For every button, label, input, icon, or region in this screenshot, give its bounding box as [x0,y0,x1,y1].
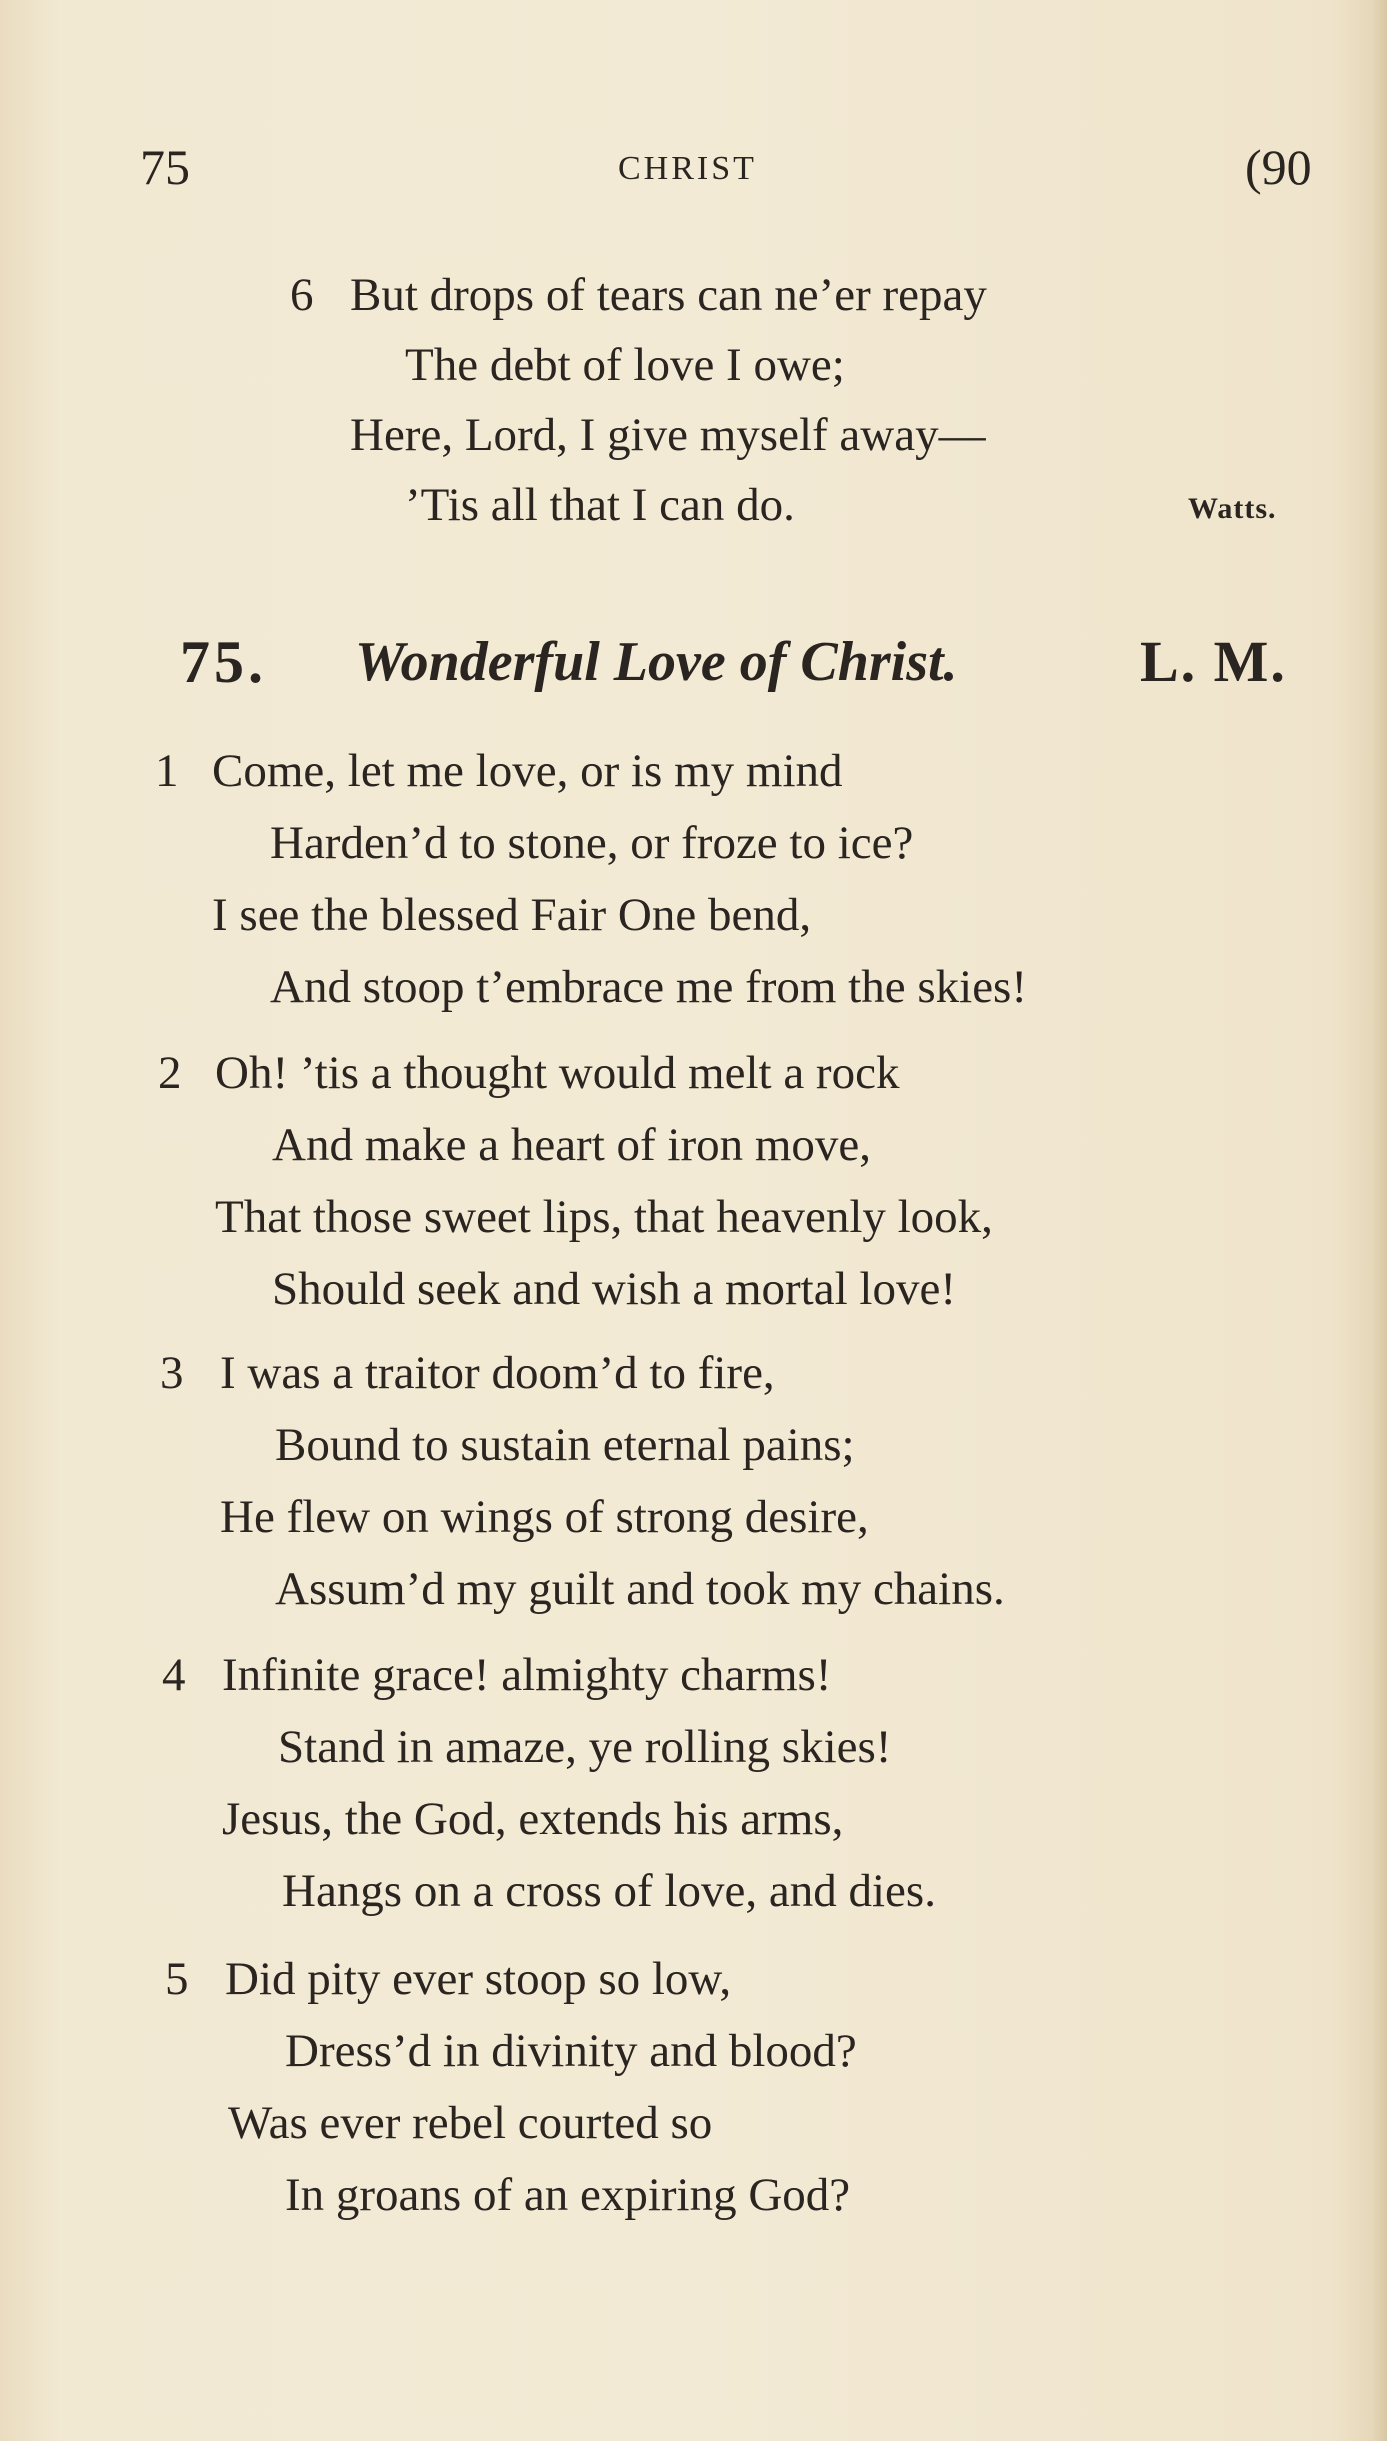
author-attribution: Watts. [1188,492,1277,525]
verse-line: Come, let me love, or is my mind [212,745,843,797]
stanza-number: 6 [290,269,314,321]
verse-line: Bound to sustain eternal pains; [275,1419,855,1471]
verse-line: Was ever rebel courted so [228,2097,713,2149]
verse-line: Did pity ever stoop so low, [225,1953,732,2005]
verse-line: But drops of tears can ne’er repay [350,269,987,321]
verse-line: Hangs on a cross of love, and dies. [282,1865,936,1917]
verse-line: I see the blessed Fair One bend, [212,889,812,941]
verse-line: That those sweet lips, that heavenly look, [215,1191,993,1243]
page-header [0,138,1387,198]
verse-line: And make a heart of iron move, [272,1119,872,1171]
verse-line: And stoop t’embrace me from the skies! [270,961,1028,1013]
page-number: 75 [140,139,190,195]
verse-line: The debt of love I owe; [405,339,845,391]
stanza-number: 3 [160,1347,184,1399]
hymn-title: Wonderful Love of Christ. [355,631,958,693]
stanza-number: 1 [155,745,179,797]
verse-line: Here, Lord, I give myself away— [350,409,986,461]
verse-line: Should seek and wish a mortal love! [272,1263,956,1315]
stanza-number: 2 [158,1047,182,1099]
verse-line: Harden’d to stone, or froze to ice? [270,817,914,869]
verse-line: In groans of an expiring God? [285,2169,851,2221]
verse-line: Oh! ’tis a thought would melt a rock [215,1047,900,1099]
hymn-range: (90 [1245,139,1312,195]
stanza-number: 5 [165,1953,189,2005]
verse-line: Assum’d my guilt and took my chains. [275,1563,1005,1615]
hymn-meter: L. M. [1140,629,1287,694]
hymn-heading [0,628,1387,698]
running-title: CHRIST [618,150,757,187]
verse-line: I was a traitor doom’d to fire, [220,1347,775,1399]
verse-line: He flew on wings of strong desire, [220,1491,869,1543]
verse-line: Dress’d in divinity and blood? [285,2025,857,2077]
verse-line: Jesus, the God, extends his arms, [222,1793,844,1845]
hymn-number: 75. [180,629,267,695]
stanza-number: 4 [162,1649,186,1701]
verse-line: Infinite grace! almighty charms! [222,1649,832,1701]
page-edge [1373,0,1387,2441]
verse-line: ’Tis all that I can do. [405,479,795,531]
verse-line: Stand in amaze, ye rolling skies! [278,1721,892,1773]
